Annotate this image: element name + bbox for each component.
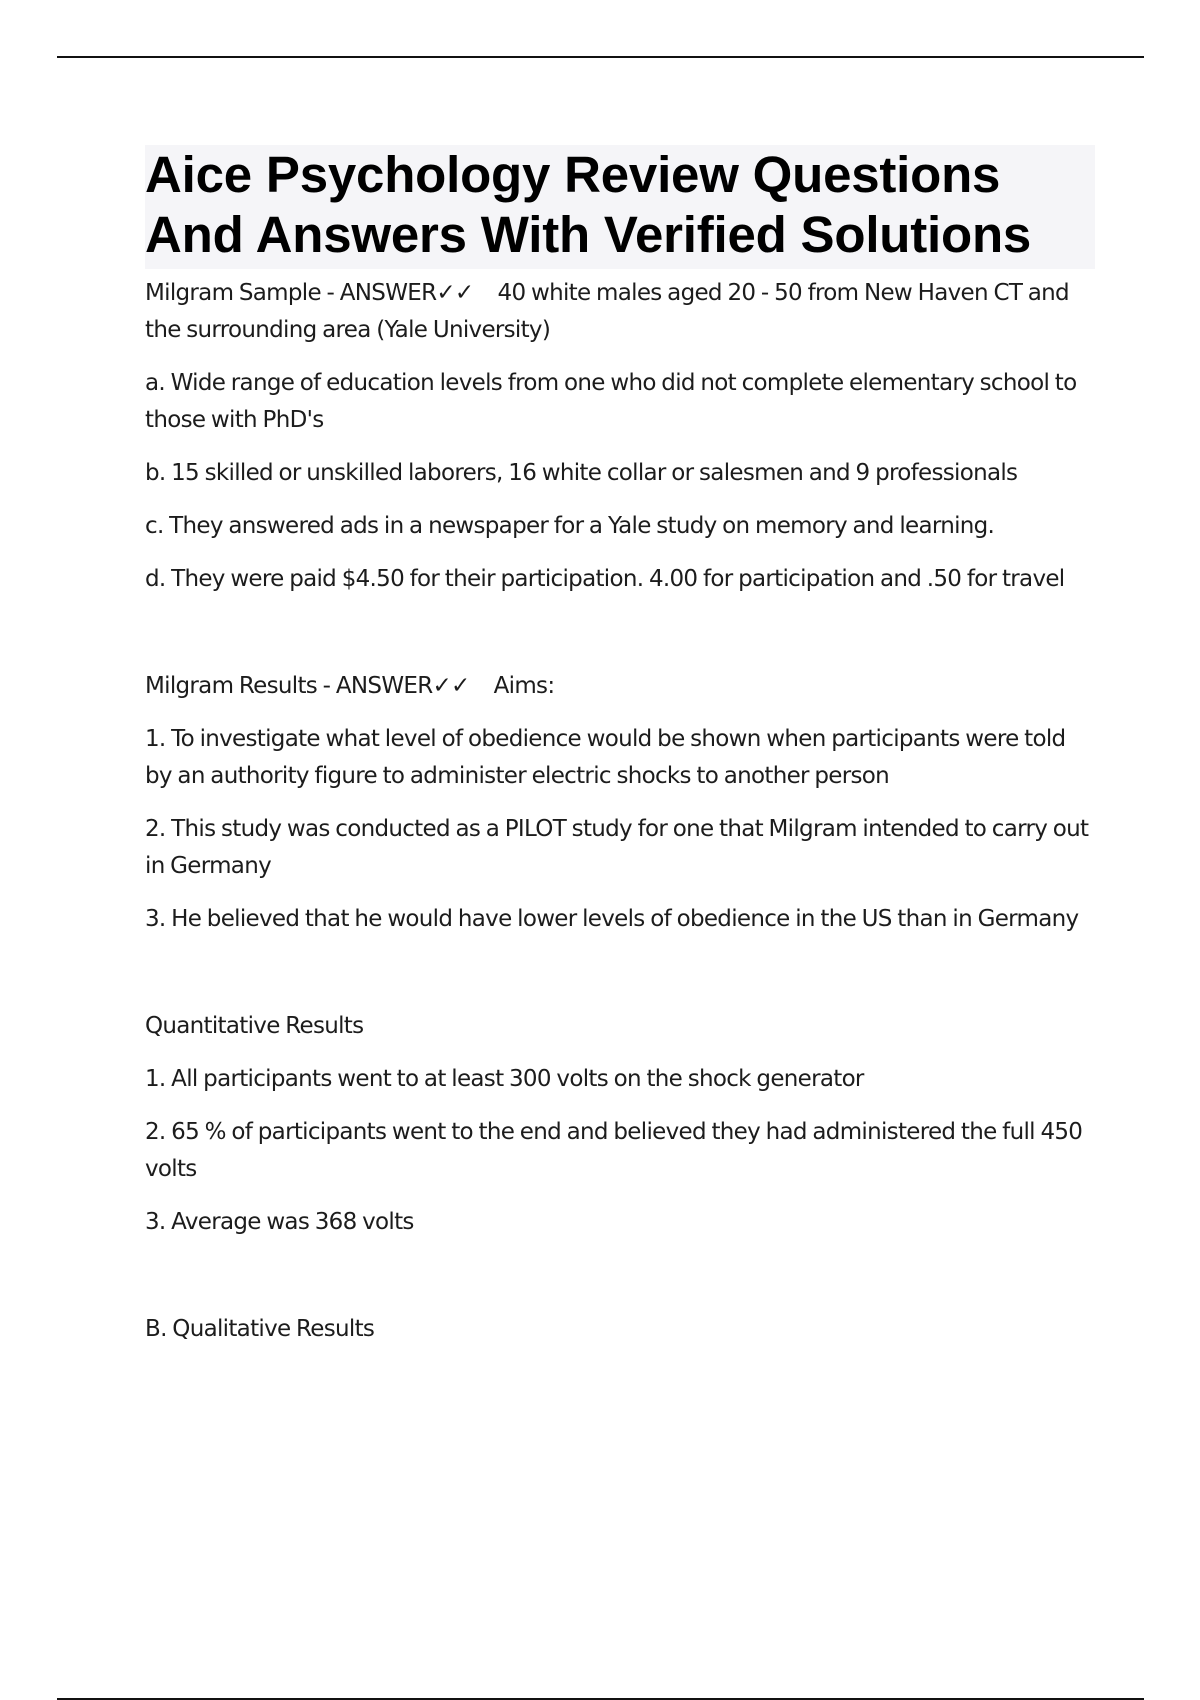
document-body xyxy=(145,145,1095,1364)
section-spacer xyxy=(145,1257,1095,1311)
answer-text: Aims: xyxy=(493,673,555,699)
milgram-results-entry xyxy=(145,668,1095,705)
list-item: a. Wide range of education levels from one who did not complete elementary school to those with PhD's xyxy=(145,370,1077,433)
answer-label: ANSWER✓✓ xyxy=(339,280,474,306)
list-item: 2. This study was conducted as a PILOT study for one that Milgram intended to carry out in Germany xyxy=(145,816,1089,879)
title-line-2: And Answers With Verified Solutions xyxy=(145,206,1032,263)
list-item: 1. All participants went to at least 300 volts on the shock generator xyxy=(145,1066,864,1092)
list-item: 2. 65 % of participants went to the end and believed they had administered the full 450 volts xyxy=(145,1119,1083,1182)
qualitative-heading: B. Qualitative Results xyxy=(145,1316,375,1342)
question-term: Milgram Sample - xyxy=(145,280,340,306)
section-spacer xyxy=(145,614,1095,668)
list-item: d. They were paid $4.50 for their participation. 4.00 for participation and .50 for travel xyxy=(145,566,1065,592)
list-item: c. They answered ads in a newspaper for a Yale study on memory and learning. xyxy=(145,513,995,539)
title-block xyxy=(145,145,1095,269)
list-item: b. 15 skilled or unskilled laborers, 16 white collar or salesmen and 9 professionals xyxy=(145,460,1018,486)
question-term: Milgram Results - xyxy=(145,673,336,699)
list-item: 3. He believed that he would have lower levels of obedience in the US than in Germany xyxy=(145,906,1079,932)
list-item: 1. To investigate what level of obedience would be shown when participants were told by an authority figure to administer electric shocks to another person xyxy=(145,726,1066,789)
quantitative-heading: Quantitative Results xyxy=(145,1013,364,1039)
header-rule xyxy=(57,56,1144,58)
answer-text: 40 white males aged 20 - 50 from New Haven CT and the surrounding area (Yale University) xyxy=(145,280,1069,343)
section-spacer xyxy=(145,954,1095,1008)
milgram-sample-entry xyxy=(145,275,1095,349)
list-item: 3. Average was 368 volts xyxy=(145,1209,414,1235)
answer-label: ANSWER✓✓ xyxy=(335,673,470,699)
document-title xyxy=(145,145,1095,265)
title-line-1: Aice Psychology Review Questions xyxy=(145,146,1001,203)
